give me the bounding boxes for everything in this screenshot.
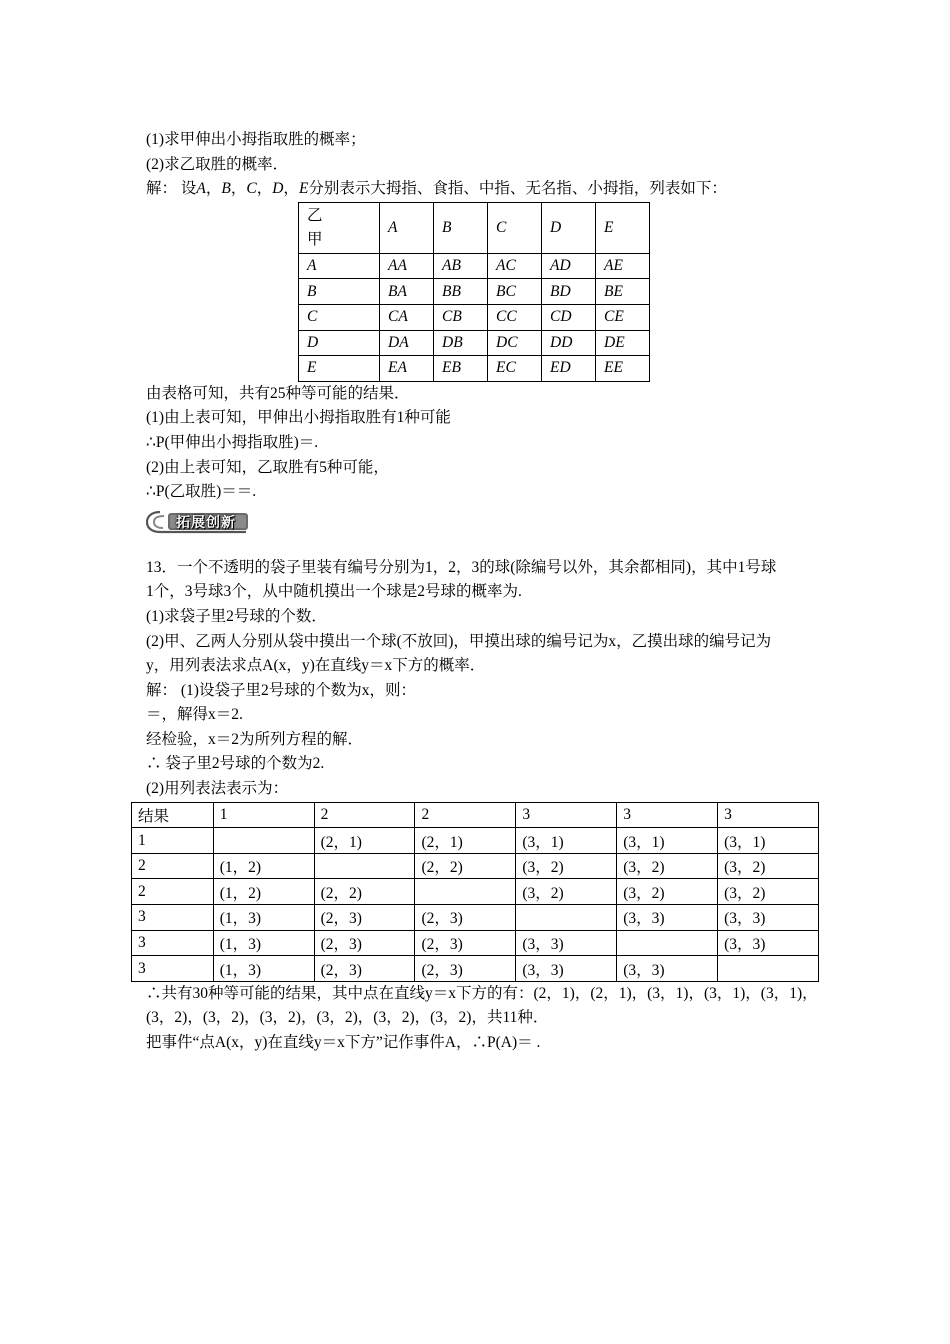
table-cell: CD <box>542 304 596 330</box>
row-header: E <box>299 356 380 382</box>
table-cell: (3，1) <box>718 828 819 854</box>
table-row <box>299 279 650 305</box>
column-header: A <box>380 202 434 253</box>
table-cell: EA <box>380 356 434 382</box>
q13-conclusion-line: 把事件“点A(x，y)在直线y＝x下方”记作事件A，∴P(A)＝ . <box>146 1034 541 1051</box>
table-cell: (3，2) <box>617 853 718 879</box>
table-cell: (2，3) <box>415 930 516 956</box>
table-cell <box>617 930 718 956</box>
column-header: 3 <box>718 802 819 828</box>
table-row <box>132 879 819 905</box>
spacer <box>146 538 821 556</box>
column-header: C <box>488 202 542 253</box>
corner-top-label: 乙 <box>307 206 323 224</box>
table-cell: AD <box>542 253 596 279</box>
table-cell: DA <box>380 330 434 356</box>
table-row <box>132 828 819 854</box>
document-page <box>138 128 821 1056</box>
table-cell <box>213 828 314 854</box>
table-cell: (3，2) <box>617 879 718 905</box>
column-header: 结果 <box>132 802 214 828</box>
letter-b: B <box>221 180 231 198</box>
table-cell: (3，3) <box>617 956 718 982</box>
q13-solution-line: (2)用列表法表示为： <box>146 780 289 798</box>
table-row <box>299 356 650 382</box>
table-row <box>132 930 819 956</box>
finger-outcome-table <box>298 202 650 382</box>
column-header: 3 <box>617 802 718 828</box>
table-cell: (3，3) <box>516 930 617 956</box>
table-cell: (3，2) <box>718 853 819 879</box>
row-header: A <box>299 253 380 279</box>
table-cell <box>516 905 617 931</box>
q13-stem-line2: 1个，3号球3个，从中随机摸出一个球是2号球的概率为. <box>146 583 522 601</box>
table-cell: (2，3) <box>415 956 516 982</box>
table-cell: (1，3) <box>213 930 314 956</box>
table-cell: DE <box>596 330 650 356</box>
column-header: 2 <box>415 802 516 828</box>
row-header: 2 <box>132 853 214 879</box>
sol-prefix: 解： 设 <box>146 180 197 198</box>
row-header: B <box>299 279 380 305</box>
table-row <box>299 330 650 356</box>
table-cell: (3，2) <box>516 853 617 879</box>
section-badge-label: 拓展创新 <box>176 514 236 531</box>
table-cell: (1，2) <box>213 853 314 879</box>
letter-d: D <box>272 180 284 198</box>
letter-a: A <box>196 180 206 198</box>
table-cell: (3，3) <box>718 905 819 931</box>
corner-bottom-label: 甲 <box>307 230 323 248</box>
q13-solution-line: 解： (1)设袋子里2号球的个数为x，则： <box>146 681 416 699</box>
column-header: 2 <box>314 802 415 828</box>
table-header-row <box>299 202 650 253</box>
q13-stem-line1: 13．一个不透明的袋子里装有编号分别为1，2，3的球(除编号以外，其余都相同)，其中1号球 <box>146 558 777 576</box>
row-header: 1 <box>132 828 214 854</box>
column-header: D <box>542 202 596 253</box>
table-cell <box>314 853 415 879</box>
column-header: B <box>434 202 488 253</box>
table-cell: (2，3) <box>314 905 415 931</box>
table-cell: BA <box>380 279 434 305</box>
column-header: E <box>596 202 650 253</box>
q13-sub2-line1: (2)甲、乙两人分别从袋中摸出一个球(不放回)，甲摸出球的编号记为x，乙摸出球的编号记为 <box>146 632 772 650</box>
table-cell: CC <box>488 304 542 330</box>
row-header: C <box>299 304 380 330</box>
letter-e: E <box>298 180 309 198</box>
q13-solution-line: ∴ 袋子里2号球的个数为2. <box>146 755 325 773</box>
row-header: D <box>299 330 380 356</box>
table-cell: BB <box>434 279 488 305</box>
table-cell: BD <box>542 279 596 305</box>
table-cell: CE <box>596 304 650 330</box>
table-cell: AC <box>488 253 542 279</box>
table-cell: (2，1) <box>314 828 415 854</box>
table-cell: (2，3) <box>415 905 516 931</box>
column-header: 3 <box>516 802 617 828</box>
row-header: 3 <box>132 930 214 956</box>
table-row <box>132 905 819 931</box>
table-cell: EB <box>434 356 488 382</box>
table-cell: AB <box>434 253 488 279</box>
sol-suffix: 分别表示大拇指、食指、中指、无名指、小拇指，列表如下： <box>308 180 727 198</box>
table-cell: (1，3) <box>213 956 314 982</box>
table-cell: CA <box>380 304 434 330</box>
q12-after-line: ∴P(甲伸出小拇指取胜)＝. <box>146 433 319 451</box>
table-row <box>299 253 650 279</box>
table-cell: DB <box>434 330 488 356</box>
table-cell: (1，3) <box>213 905 314 931</box>
table-row <box>132 956 819 982</box>
table-cell: (2，2) <box>314 879 415 905</box>
table-cell: (3，1) <box>617 828 718 854</box>
table-cell: (3，2) <box>516 879 617 905</box>
table-cell: BC <box>488 279 542 305</box>
table-cell: AA <box>380 253 434 279</box>
row-header: 2 <box>132 879 214 905</box>
table-cell: (3，1) <box>516 828 617 854</box>
table-corner-cell <box>299 202 380 253</box>
table-row <box>299 304 650 330</box>
column-header: 1 <box>213 802 314 828</box>
table-cell: (2，2) <box>415 853 516 879</box>
table-cell <box>718 956 819 982</box>
q12-sub1: (1)求甲伸出小拇指取胜的概率； <box>146 131 366 148</box>
table-header-row <box>132 802 819 828</box>
q12-after-line: 由表格可知，共有25种等可能的结果． <box>146 384 410 402</box>
table-cell: (3，3) <box>516 956 617 982</box>
q12-after-line: (1)由上表可知，甲伸出小拇指取胜有1种可能 <box>146 409 451 427</box>
letter-c: C <box>246 180 257 198</box>
section-badge <box>146 508 821 538</box>
table-cell: DC <box>488 330 542 356</box>
table-cell: EC <box>488 356 542 382</box>
table-cell: EE <box>596 356 650 382</box>
q12-solution-intro: 解： 设A，B，C，D，E分别表示大拇指、食指、中指、无名指、小拇指，列表如下： <box>146 180 727 198</box>
row-header: 3 <box>132 905 214 931</box>
q13-sub1: (1)求袋子里2号球的个数． <box>146 607 327 625</box>
q12-sub2: (2)求乙取胜的概率． <box>146 155 289 173</box>
table-cell: (2，3) <box>314 956 415 982</box>
table-cell: ED <box>542 356 596 382</box>
q13-conclusion-line: ∴共有30种等可能的结果，其中点在直线y＝x下方的有：(2，1)，(2，1)，(3，1)，(3，1)，(3，1)， <box>146 984 818 1002</box>
table-row <box>132 853 819 879</box>
ball-outcome-table <box>131 802 819 982</box>
table-cell: (3，3) <box>718 930 819 956</box>
table-cell: BE <box>596 279 650 305</box>
table-cell: (3，3) <box>617 905 718 931</box>
table-cell: (1，2) <box>213 879 314 905</box>
table-cell <box>415 879 516 905</box>
q13-sub2-line2: y，用列表法求点A(x，y)在直线y＝x下方的概率． <box>146 657 486 675</box>
table-cell: (2，3) <box>314 930 415 956</box>
q13-conclusion-line: (3，2)，(3，2)，(3，2)，(3，2)，(3，2)，(3，2)，共11种． <box>146 1009 549 1027</box>
row-header: 3 <box>132 956 214 982</box>
q12-after-line: ∴P(乙取胜)＝＝. <box>146 483 257 501</box>
table-cell: DD <box>542 330 596 356</box>
table-cell: CB <box>434 304 488 330</box>
q13-solution-line: 经检验，x＝2为所列方程的解． <box>146 730 364 748</box>
table-cell: AE <box>596 253 650 279</box>
table-cell: (2，1) <box>415 828 516 854</box>
q12-after-line: (2)由上表可知，乙取胜有5种可能， <box>146 458 389 476</box>
table-cell: (3，2) <box>718 879 819 905</box>
q13-solution-line: ＝，解得x＝2. <box>146 706 243 724</box>
